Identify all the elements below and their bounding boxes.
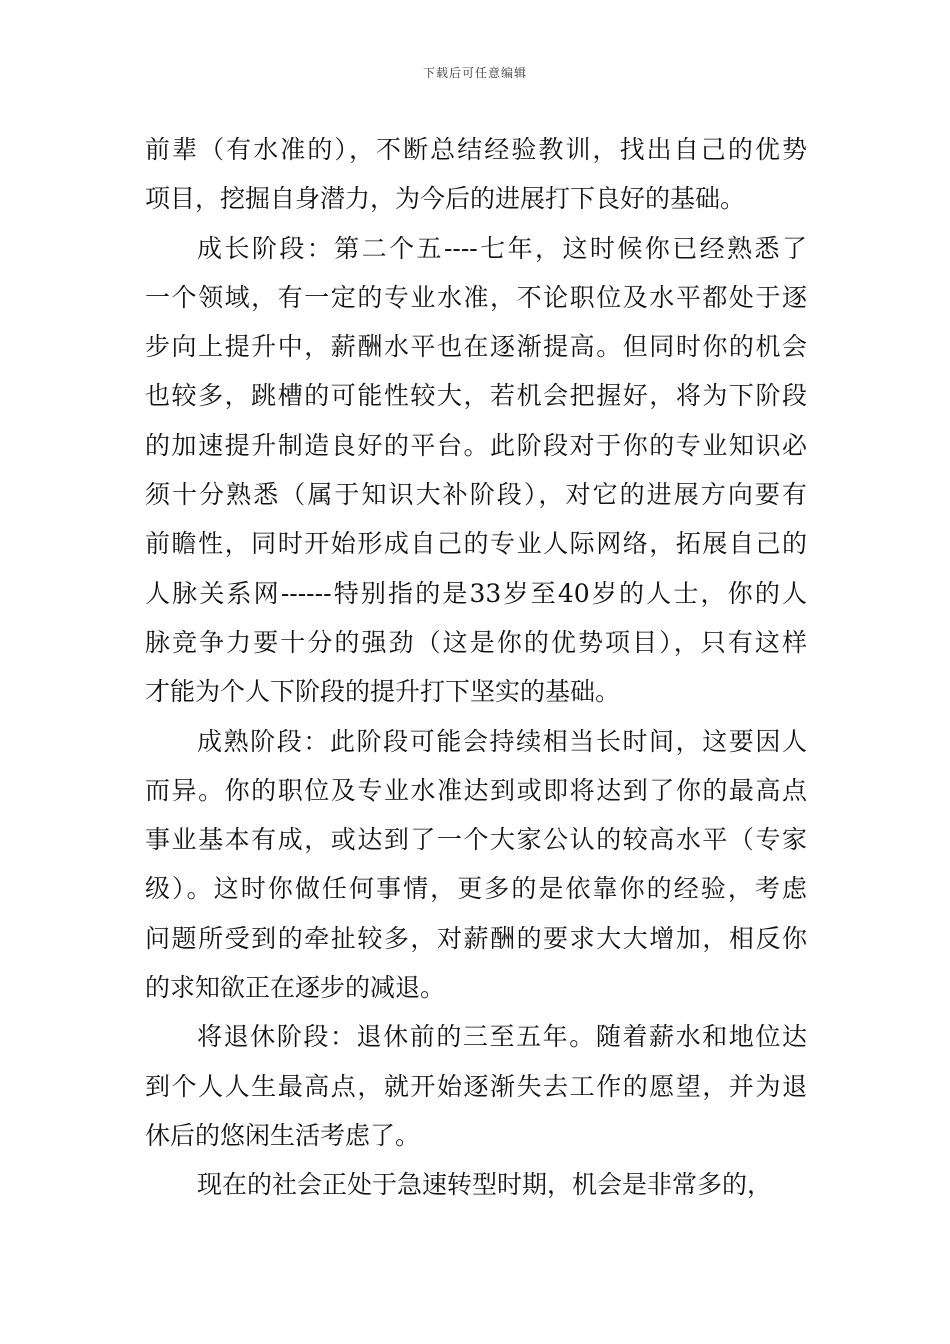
- text-line: 成熟阶段：此阶段可能会持续相当长时间，这要因人: [197, 726, 807, 756]
- text-line: 才能为个人下阶段的提升打下坚实的基础。: [145, 677, 621, 707]
- text-line: 须十分熟悉（属于知识大补阶段），对它的进展方向要有: [145, 480, 807, 510]
- text-line: 成长阶段：第二个五----七年，这时候你已经熟悉了: [197, 233, 807, 263]
- text-line: 的求知欲正在逐步的减退。: [145, 973, 446, 1003]
- text-line: 前辈（有水准的），不断总结经验教训，找出自己的优势: [145, 135, 807, 164]
- text-line: 也较多，跳槽的可能性较大，若机会把握好，将为下阶段: [145, 381, 807, 411]
- text-line: 的加速提升制造良好的平台。此阶段对于你的专业知识必: [145, 430, 807, 460]
- text-line: 事业基本有成，或达到了一个大家公认的较高水平（专家: [145, 825, 807, 855]
- text-line: 一个领域，有一定的专业水准，不论职位及水平都处于逐: [145, 282, 807, 312]
- text-line: 将退休阶段：退休前的三至五年。随着薪水和地位达: [197, 1022, 807, 1052]
- document-body: [145, 125, 807, 1210]
- text-line: 休后的悠闲生活考虑了。: [145, 1120, 421, 1150]
- text-line: 到个人人生最高点，就开始逐渐失去工作的愿望，并为退: [145, 1071, 807, 1101]
- text-line: 前瞻性，同时开始形成自己的专业人际网络，拓展自己的: [145, 529, 807, 559]
- text-line: 而异。你的职位及专业水准达到或即将达到了你的最高点: [145, 775, 807, 805]
- text-line: 问题所受到的牵扯较多，对薪酬的要求大大增加，相反你: [145, 923, 807, 953]
- text-line: 级）。这时你做任何事情，更多的是依靠你的经验，考虑: [145, 874, 807, 904]
- text-line: 现在的社会正处于急速转型时期，机会是非常多的，: [197, 1170, 773, 1200]
- text-line: 步向上提升中，薪酬水平也在逐渐提高。但同时你的机会: [145, 332, 807, 362]
- text-line: 项目，挖掘自身潜力，为今后的进展打下良好的基础。: [145, 184, 746, 214]
- page-header: 下载后可任意编辑: [422, 66, 527, 80]
- text-line: 脉竞争力要十分的强劲（这是你的优势项目），只有这样: [145, 627, 807, 657]
- text-line: 人脉关系网------特别指的是33岁至40岁的人士，你的人: [145, 578, 807, 608]
